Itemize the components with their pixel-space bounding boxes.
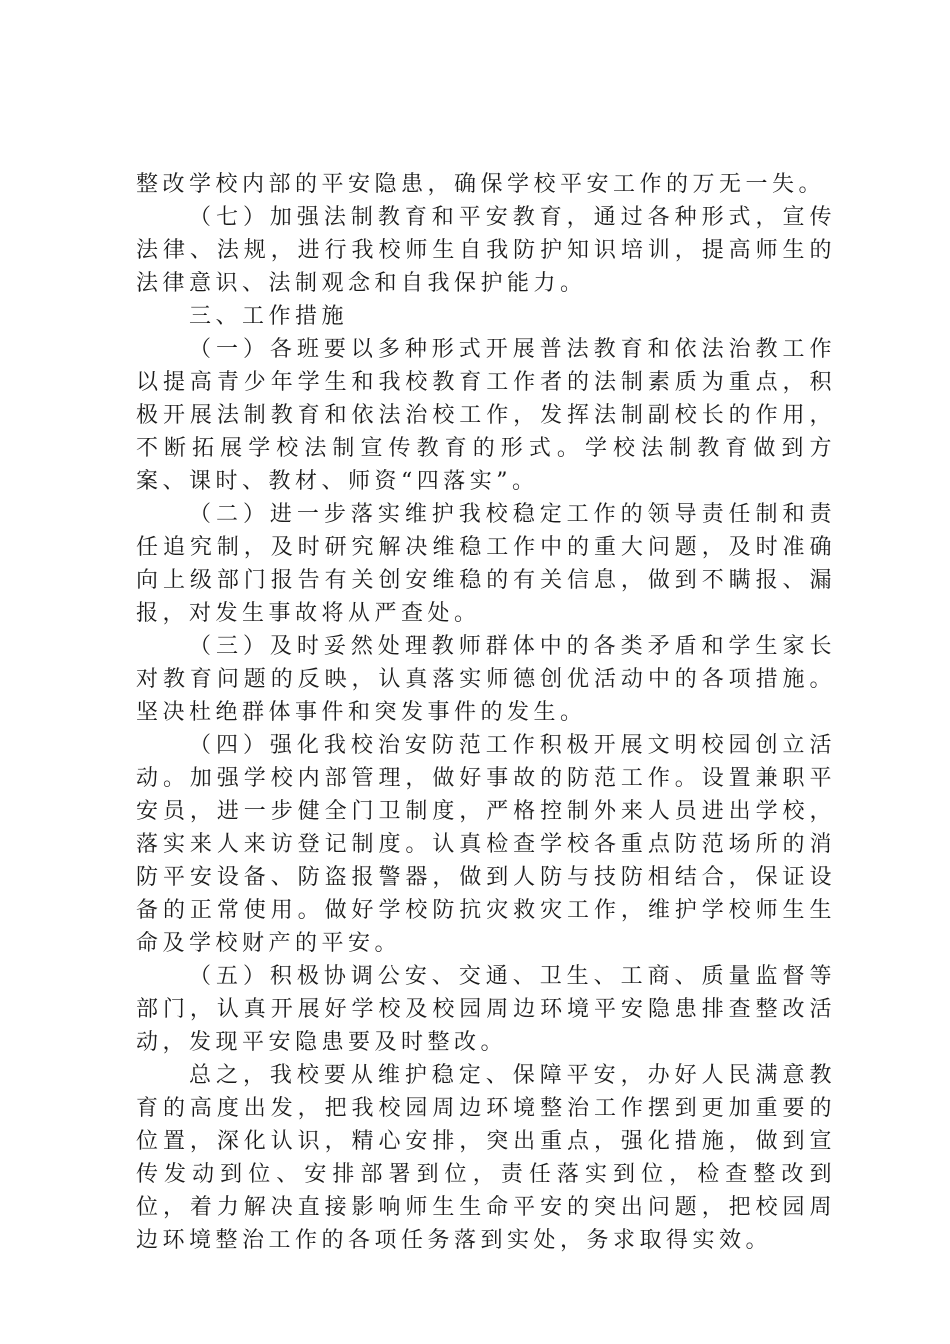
paragraph-conclusion: 总之，我校要从维护稳定、保障平安，办好人民满意教育的高度出发，把我校园周边环境整治工作摆到更加重要的位置，深化认识，精心安排，突出重点，强化措施，做到宣传发动到位、安排部署到位，责任落实到位，检查整改到位，着力解决直接影响师生生命平安的突出问题，把校园周边环境整治工作的各项任务落到实处，务求取得实效。 bbox=[136, 1063, 836, 1253]
paragraph-continuation: 整改学校内部的平安隐患，确保学校平安工作的万无一失。 bbox=[136, 172, 826, 197]
paragraph-measure-4: （四）强化我校治安防范工作积极开展文明校园创立活动。加强学校内部管理，做好事故的防范工作。设置兼职平安员，进一步健全门卫制度，严格控制外来人员进出学校，落实来人来访登记制度。认真检查学校各重点防范场所的消防平安设备、防盗报警器，做到人防与技防相结合，保证设备的正常使用。做好学校防抗灾救灾工作，维护学校师生生命及学校财产的平安。 bbox=[136, 733, 836, 956]
paragraph-measure-3: （三）及时妥然处理教师群体中的各类矛盾和学生家长对教育问题的反映，认真落实师德创优活动中的各项措施。坚决杜绝群体事件和突发事件的发生。 bbox=[136, 634, 836, 725]
paragraph-item-7: （七）加强法制教育和平安教育，通过各种形式，宣传法律、法规，进行我校师生自我防护知识培训，提高师生的法律意识、法制观念和自我保护能力。 bbox=[136, 205, 836, 296]
paragraph-measure-2: （二）进一步落实维护我校稳定工作的领导责任制和责任追究制，及时研究解决维稳工作中的重大问题，及时准确向上级部门报告有关创安维稳的有关信息，做到不瞒报、漏报，对发生事故将从严查处。 bbox=[136, 502, 836, 626]
paragraph-measure-5: （五）积极协调公安、交通、卫生、工商、质量监督等部门，认真开展好学校及校园周边环境平安隐患排查整改活动，发现平安隐患要及时整改。 bbox=[136, 964, 836, 1055]
section-heading-work-measures: 三、工作措施 bbox=[189, 304, 349, 329]
paragraph-measure-1: （一）各班要以多种形式开展普法教育和依法治教工作以提高青少年学生和我校教育工作者的法制素质为重点，积极开展法制教育和依法治校工作，发挥法制副校长的作用，不断拓展学校法制宣传教育的形式。学校法制教育做到方案、课时、教材、师资“四落实”。 bbox=[136, 337, 836, 494]
document-body bbox=[136, 168, 836, 1257]
